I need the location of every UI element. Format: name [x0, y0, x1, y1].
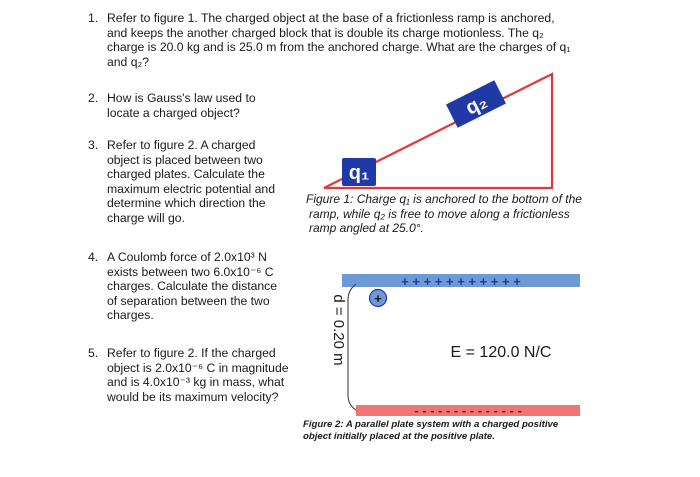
- question-text-line: would be its maximum velocity?: [107, 389, 279, 404]
- question-text-line: charged plates. Calculate the: [107, 167, 265, 181]
- caption-line: ramp, while q₂ is free to move along a frictionless: [309, 206, 570, 221]
- caption-line: object initially placed at the positive plate.: [303, 430, 495, 442]
- caption-line: Figure 2: A parallel plate system with a charged positive: [303, 419, 559, 430]
- question-number: 4.: [88, 250, 99, 264]
- q2-label: q₂: [462, 90, 491, 120]
- question-text-line: maximum electric potential and: [107, 181, 275, 196]
- question-text-line: object is placed between two: [107, 152, 263, 167]
- charge-sign: +: [374, 291, 382, 306]
- distance-label: d = 0.20 m: [330, 294, 347, 366]
- question-text-line: of separation between the two: [107, 293, 270, 308]
- question-text-line: Refer to figure 2. If the charged: [107, 346, 276, 360]
- question-number: 3.: [88, 138, 99, 152]
- question-text-line: charges. Calculate the distance: [107, 279, 278, 293]
- question-number: 1.: [88, 11, 99, 25]
- question-number: 5.: [88, 346, 99, 360]
- figure-2-plates: [330, 274, 580, 418]
- question-text-line: Refer to figure 1. The charged object at the base of a frictionless ramp is anchored,: [107, 11, 555, 25]
- caption-line: ramp angled at 25.0°.: [309, 221, 424, 235]
- q1-block: [342, 158, 376, 186]
- question-text-line: Refer to figure 2. A charged: [107, 138, 256, 152]
- question-text-line: and keeps the another charged block that is double its charge motionless. The q₂: [107, 25, 544, 40]
- positive-plate-signs: + + + + + + + + + + +: [401, 274, 521, 289]
- caption-line: Figure 1: Charge q₁ is anchored to the bottom of the: [306, 192, 582, 206]
- negative-plate-signs: - - - - - - - - - - - - - -: [414, 403, 522, 418]
- question-text-line: How is Gauss's law used to: [107, 91, 256, 105]
- question-text-line: charge is 20.0 kg and is 25.0 m from the anchored charge. What are the charges of q₁: [107, 40, 571, 54]
- q2-block: [446, 80, 506, 127]
- figure-2-caption: [303, 419, 623, 442]
- question-text-line: locate a charged object?: [107, 105, 240, 120]
- question-text-line: determine which direction the: [107, 196, 266, 210]
- question-text-line: object is 2.0x10⁻⁶ C in magnitude: [107, 360, 289, 375]
- field-label: E = 120.0 N/C: [450, 344, 552, 361]
- distance-bracket: [348, 284, 356, 410]
- question-text-line: exists between two 6.0x10⁻⁶ C: [107, 264, 274, 279]
- figure-1-caption: [306, 192, 636, 236]
- question-text-line: charge will go.: [107, 210, 185, 225]
- question-text-line: A Coulomb force of 2.0x10³ N: [107, 250, 267, 264]
- q1-label: q₁: [348, 162, 370, 184]
- question-text-line: and is 4.0x10⁻³ kg in mass, what: [107, 375, 285, 389]
- question-text-line: charges.: [107, 308, 154, 322]
- question-number: 2.: [88, 91, 99, 105]
- question-text-line: and q₂?: [107, 54, 150, 69]
